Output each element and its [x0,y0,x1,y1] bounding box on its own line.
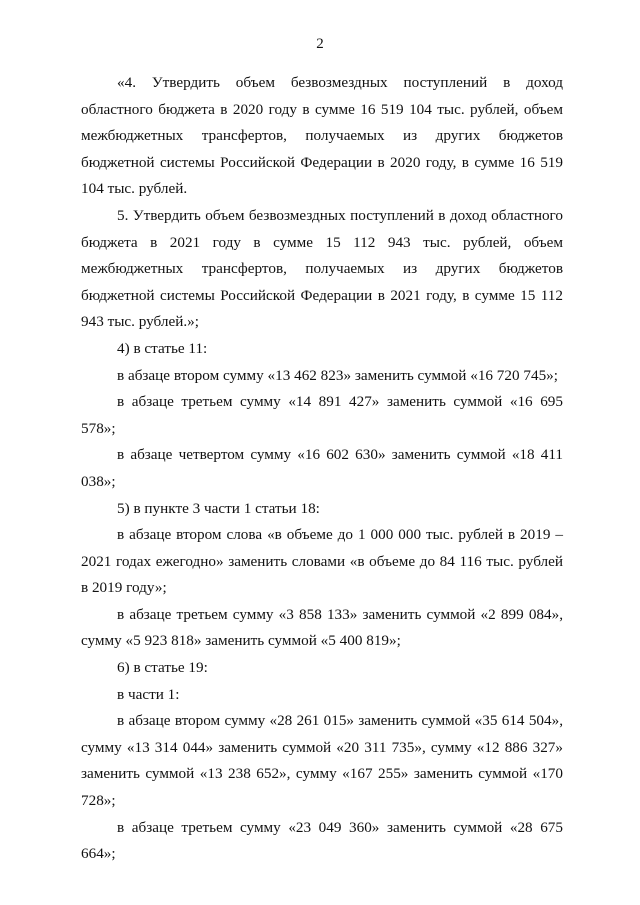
paragraph-item-5: 5. Утвердить объем безвозмездных поступлений в доход областного бюджета в 2021 году в сумме 15 112 943 тыс. рублей, объем межбюджетных трансфертов, получаемых из других бюджетов бюджетной системы Российской Федерации в 2021 году, в сумме 15 112 943 тыс. рублей.»; [81,206,563,331]
paragraph-item-4: «4. Утвердить объем безвозмездных поступлений в доход областного бюджета в 2020 году в сумме 16 519 104 тыс. рублей, объем межбюджетных трансфертов, получаемых из других бюджетов бюджетной системы Российской Федерации в 2020 году, в сумме 16 519 104 тыс. рублей. [81,74,563,198]
paragraph-article-19-third: в абзаце третьем сумму «23 049 360» заменить суммой «28 675 664»; [81,818,563,863]
page-number: 2 [316,36,324,52]
paragraph-article-18: 5) в пункте 3 части 1 статьи 18: [117,499,320,517]
paragraph-article-11-fourth: в абзаце четвертом сумму «16 602 630» заменить суммой «18 411 038»; [81,446,563,490]
paragraph-article-11-third: в абзаце третьем сумму «14 891 427» заменить суммой «16 695 578»; [81,393,563,437]
paragraph-article-11-second: в абзаце втором сумму «13 462 823» заменить суммой «16 720 745»; [117,366,558,384]
document-body [81,70,563,868]
paragraph-article-11: 4) в статье 11: [117,339,208,357]
paragraph-article-19: 6) в статье 19: [117,659,208,677]
paragraph-article-18-third: в абзаце третьем сумму «3 858 133» заменить суммой «2 899 084», сумму «5 923 818» заменить суммой «5 400 819»; [81,605,563,650]
paragraph-article-19-second: в абзаце втором сумму «28 261 015» заменить суммой «35 614 504», сумму «13 314 044» заменить суммой «20 311 735», сумму «12 886 327» заменить суммой «13 238 652», сумму «167 255» заменить суммой «170 728»; [81,712,563,810]
paragraph-article-19-part-1: в части 1: [117,685,180,703]
paragraph-article-18-second: в абзаце втором слова «в объеме до 1 000 000 тыс. рублей в 2019 – 2021 годах ежегодно» заменить словами «в объеме до 84 116 тыс. рублей в 2019 году»; [81,526,563,597]
